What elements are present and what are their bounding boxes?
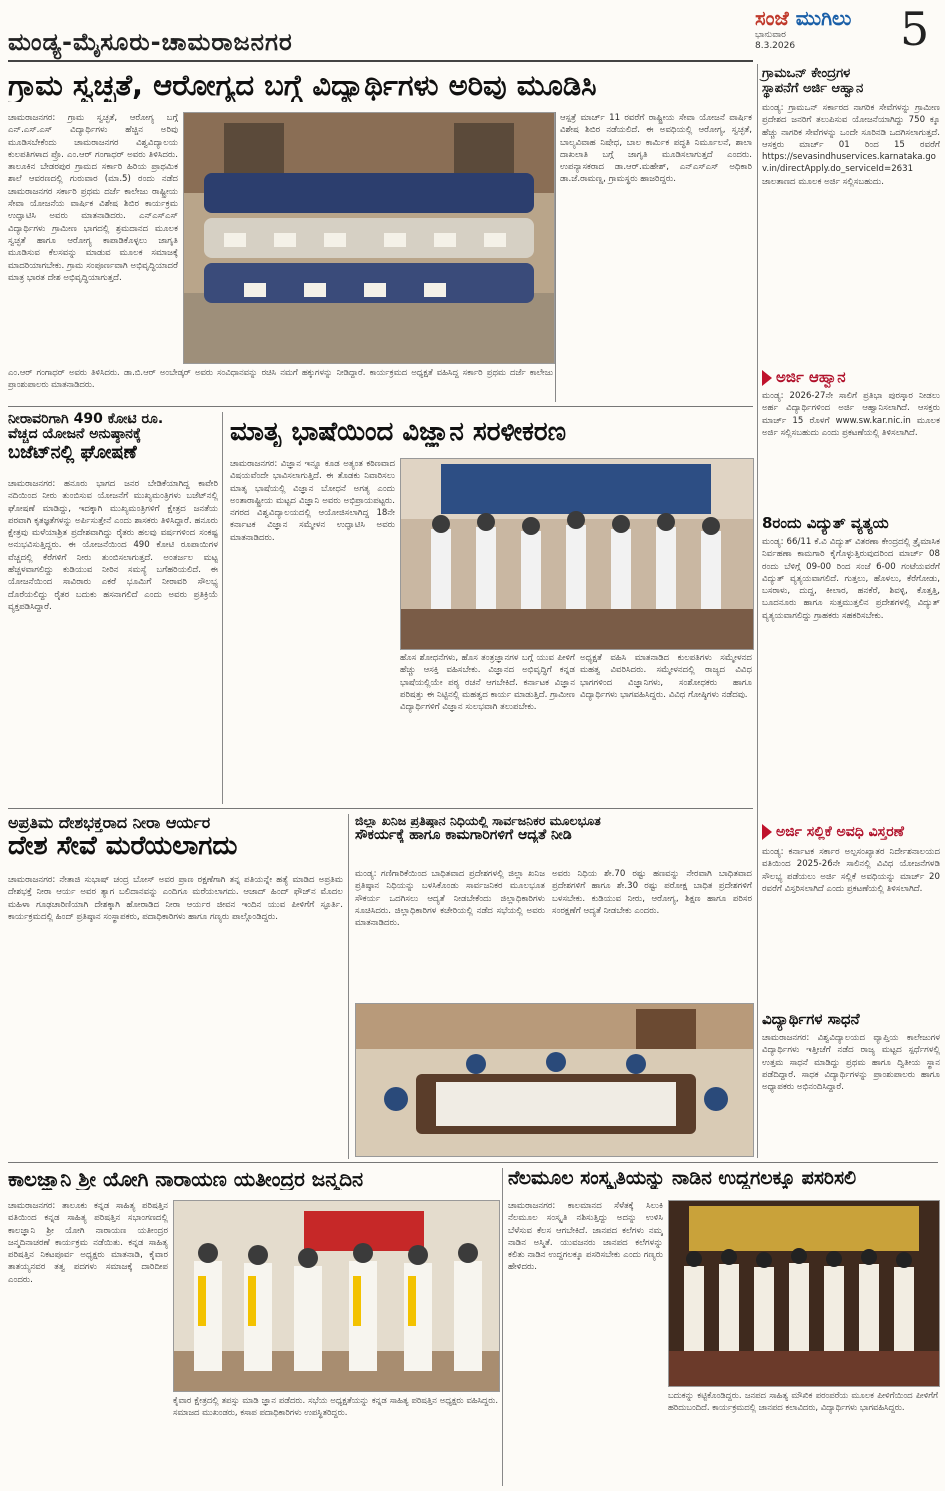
masthead: [755, 6, 895, 58]
article-divider: [8, 808, 753, 809]
article5-headline: ಜಿಲ್ಲಾ ಖನಿಜ ಪ್ರತಿಷ್ಠಾನ ನಿಧಿಯಲ್ಲಿ ಸಾರ್ವಜನಿಕರ ಮೂಲಭೂತ ಸೌಕರ್ಯಕ್ಕೆ ಹಾಗೂ ಕಾಮಗಾರಿಗಳಿಗೆ ಆದ್ಯತೆ ನೀಡಿ: [355, 814, 601, 843]
issue-date: 8.3.2026: [755, 41, 796, 51]
sidebar-box3-body: ಮಂಡ್ಯ: 66/11 ಕೆ.ವಿ ವಿದ್ಯುತ್ ವಿತರಣಾ ಕೇಂದ್ರದಲ್ಲಿ ತ್ರೈಮಾಸಿಕ ನಿರ್ವಹಣಾ ಕಾಮಗಾರಿ ಕೈಗೊಳ್ಳುತ್ತಿರುವುದರಿಂದ ಮಾರ್ಚ್ 08 ರಂದು ಬೆಳಿಗ್ಗೆ 09-00 ರಿಂದ ಸಂಜೆ 6-00 ಗಂಟೆಯವರೆಗೆ ವಿದ್ಯುತ್ ವ್ಯತ್ಯಯವಾಗಲಿದೆ. ಗುತ್ತಲು, ಹೊಳಲು, ಕೆರೆಗೋಡು, ಬಸರಾಳು, ದುದ್ದ, ಕೀಲಾರ, ಹನಕೆರೆ, ಶಿವಳ್ಳಿ, ಕೊತ್ತತ್ತಿ, ಬೂದನೂರು ಹಾಗೂ ಸುತ್ತಮುತ್ತಲಿನ ಪ್ರದೇಶಗಳಲ್ಲಿ ವಿದ್ಯುತ್ ವ್ಯತ್ಯಯವಾಗಲಿದ್ದು ಗ್ರಾಹಕರು ಸಹಕರಿಸಬೇಕು.: [762, 537, 940, 621]
article7-photo: [668, 1200, 940, 1387]
article-divider: [8, 406, 753, 407]
column-divider: [222, 412, 223, 804]
article1-headline: ಗ್ರಾಮ ಸ್ವಚ್ಛತೆ, ಆರೋಗ್ಯದ ಬಗ್ಗೆ ವಿದ್ಯಾರ್ಥಿಗಳು ಅರಿವು ಮೂಡಿಸಿ: [8, 70, 597, 102]
article6-body: ಚಾಮರಾಜನಗರ: ತಾಲೂಕು ಕನ್ನಡ ಸಾಹಿತ್ಯ ಪರಿಷತ್ತಿನ ವತಿಯಿಂದ ಕನ್ನಡ ಸಾಹಿತ್ಯ ಪರಿಷತ್ತಿನ ಸಭಾಂಗಣದಲ್ಲಿ ಕಾಲಜ್ಞಾನಿ ಶ್ರೀ ಯೋಗಿ ನಾರಾಯಣ ಯತೀಂದ್ರರ ಜನ್ಮದಿನಾಚರಣೆ ಕಾರ್ಯಕ್ರಮ ನಡೆಯಿತು. ಕನ್ನಡ ಸಾಹಿತ್ಯ ಪರಿಷತ್ತಿನ ನಿಕಟಪೂರ್ವ ಅಧ್ಯಕ್ಷರು ಮಾತನಾಡಿ, ಕೈವಾರ ತಾತಯ್ಯನವರ ತತ್ವ ಪದಗಳು ಸಮಾಜಕ್ಕೆ ದಾರಿದೀಪ ಎಂದರು.: [8, 1201, 168, 1285]
sidebar-box1-head: ಗ್ರಾಮಒನ್ ಕೇಂದ್ರಗಳ ಸ್ಥಾಪನೆಗೆ ಅರ್ಜಿ ಆಹ್ವಾನ: [762, 66, 940, 96]
article3-col2: ಹೊಸ ಶೋಧನೆಗಳು, ಹೊಸ ತಂತ್ರಜ್ಞಾನಗಳ ಬಗ್ಗೆ ಯುವ ಪೀಳಿಗೆ ಹೆಚ್ಚು ಆಸಕ್ತಿ ವಹಿಸಬೇಕು. ವಿಜ್ಞಾನದ ಅಭಿವೃದ್ಧಿಗೆ ಕನ್ನಡ ಭಾಷೆಯಲ್ಲಿಯೇ ಪಠ್ಯ ರಚನೆ ಆಗಬೇಕಿದೆ. ಕರ್ನಾಟಕ ವಿಜ್ಞಾನ ಪರಿಷತ್ತು ಈ ನಿಟ್ಟಿನಲ್ಲಿ ಮಹತ್ವದ ಕಾರ್ಯ ಮಾಡುತ್ತಿದೆ. ಗ್ರಾಮೀಣ ವಿದ್ಯಾರ್ಥಿಗಳಿಗೆ ವಿಜ್ಞಾನ ಸುಲಭವಾಗಿ ತಲುಪಬೇಕು.: [400, 653, 575, 713]
column-divider: [348, 814, 349, 1159]
article3-col1: ಚಾಮರಾಜನಗರ: ವಿಜ್ಞಾನ ಇನ್ನೂ ಕೂಡ ಅತ್ಯಂತ ಕಠಿಣವಾದ ವಿಷಯವೆಂದೇ ಭಾವಿಸಲಾಗುತ್ತಿದೆ. ಈ ತೊಡಕು ನಿವಾರಿಸಲು ಮಾತೃ ಭಾಷೆಯಲ್ಲಿ ವಿಜ್ಞಾನ ಬೋಧನೆ ಅಗತ್ಯ ಎಂದು ಅಂತಾರಾಷ್ಟ್ರೀಯ ಮಟ್ಟದ ವಿಜ್ಞಾನಿ ಅವರು ಅಭಿಪ್ರಾಯಪಟ್ಟರು. ನಗರದ ವಿಶ್ವವಿದ್ಯಾಲಯದಲ್ಲಿ ಆಯೋಜಿಸಲಾಗಿದ್ದ 18ನೇ ಕರ್ನಾಟಕ ವಿಜ್ಞಾನ ಸಮ್ಮೇಳನ ಉದ್ಘಾಟಿಸಿ ಅವರು ಮಾತನಾಡಿದರು.: [230, 459, 395, 543]
sidebar-box5-head: ವಿದ್ಯಾರ್ಥಿಗಳ ಸಾಧನೆ: [762, 1010, 860, 1028]
sidebar-box3-head: 8ರಂದು ವಿದ್ಯುತ್ ವ್ಯತ್ಯಯ: [762, 514, 889, 532]
page-number: 5: [900, 2, 930, 56]
article6-photo: [173, 1200, 500, 1392]
article6-caption: ಕೈವಾರ ಕ್ಷೇತ್ರದಲ್ಲಿ ತಪಸ್ಸು ಮಾಡಿ ಜ್ಞಾನ ಪಡೆದರು. ಸಭೆಯ ಅಧ್ಯಕ್ಷತೆಯನ್ನು ಕನ್ನಡ ಸಾಹಿತ್ಯ ಪರಿಷತ್ತಿನ ಅಧ್ಯಕ್ಷರು ವಹಿಸಿದ್ದರು. ಸಮಾಜದ ಮುಖಂಡರು, ಕಸಾಪ ಪದಾಧಿಕಾರಿಗಳು ಉಪಸ್ಥಿತರಿದ್ದರು.: [173, 1395, 498, 1417]
article2-headline: ನೀರಾವರಿಗಾಗಿ 490 ಕೋಟಿ ರೂ. ವೆಚ್ಚದ ಯೋಜನೆ ಅನುಷ್ಠಾನಕ್ಕೆ ಬಜೆಟ್‌ನಲ್ಲಿ ಘೋಷಣೆ: [8, 411, 164, 463]
article7-body: ಚಾಮರಾಜನಗರ: ಕಾಲಮಾನದ ಸೆಳೆತಕ್ಕೆ ಸಿಲುಕಿ ನೆಲಮೂಲ ಸಂಸ್ಕೃತಿ ನಶಿಸುತ್ತಿದ್ದು ಅದನ್ನು ಉಳಿಸಿ ಬೆಳೆಸುವ ಕೆಲಸ ಆಗಬೇಕಿದೆ. ಜಾನಪದ ಕಲೆಗಳು ನಮ್ಮ ನಾಡಿನ ಅಸ್ಮಿತೆ. ಯುವಜನರು ಜಾನಪದ ಕಲೆಗಳನ್ನು ಕಲಿತು ನಾಡಿನ ಉದ್ದಗಲಕ್ಕೂ ಪಸರಿಸಬೇಕು ಎಂದು ಗಣ್ಯರು ಹೇಳಿದರು.: [508, 1201, 663, 1273]
sidebar-box5-body: ಚಾಮರಾಜನಗರ: ವಿಶ್ವವಿದ್ಯಾಲಯದ ವ್ಯಾಪ್ತಿಯ ಕಾಲೇಜುಗಳ ವಿದ್ಯಾರ್ಥಿಗಳು ಇತ್ತೀಚೆಗೆ ನಡೆದ ರಾಜ್ಯ ಮಟ್ಟದ ಸ್ಪರ್ಧೆಗಳಲ್ಲಿ ಉತ್ತಮ ಸಾಧನೆ ಮಾಡಿದ್ದು ಪ್ರಥಮ ಹಾಗೂ ದ್ವಿತೀಯ ಸ್ಥಾನ ಪಡೆದಿದ್ದಾರೆ. ಸಾಧಕ ವಿದ್ಯಾರ್ಥಿಗಳನ್ನು ಪ್ರಾಂಶುಪಾಲರು ಹಾಗೂ ಅಧ್ಯಾಪಕರು ಅಭಿನಂದಿಸಿದ್ದಾರೆ.: [762, 1033, 940, 1093]
article-divider: [8, 1162, 938, 1163]
column-divider: [502, 1168, 503, 1486]
sidebar-box2-body: ಮಂಡ್ಯ: 2026-27ನೇ ಸಾಲಿಗೆ ಪ್ರತಿಭಾ ಪುರಸ್ಕಾರ ನೀಡಲು ಅರ್ಹ ವಿದ್ಯಾರ್ಥಿಗಳಿಂದ ಅರ್ಜಿ ಆಹ್ವಾನಿಸಲಾಗಿದೆ. ಆಸಕ್ತರು ಮಾರ್ಚ್ 15 ರೊಳಗೆ www.sw.kar.nic.in ಮೂಲಕ ಅರ್ಜಿ ಸಲ್ಲಿಸಬಹುದು ಎಂದು ಪ್ರಕಟಣೆಯಲ್ಲಿ ತಿಳಿಸಲಾಗಿದೆ.: [762, 391, 940, 438]
region-title: ಮಂಡ್ಯ-ಮೈಸೂರು-ಚಾಮರಾಜನಗರ: [8, 28, 293, 56]
sidebar-box4-body: ಮಂಡ್ಯ: ಕರ್ನಾಟಕ ಸರ್ಕಾರ ಅಲ್ಪಸಂಖ್ಯಾತರ ನಿರ್ದೇಶನಾಲಯದ ವತಿಯಿಂದ 2025-26ನೇ ಸಾಲಿನಲ್ಲಿ ವಿವಿಧ ಯೋಜನೆಗಳಡಿ ಸೌಲಭ್ಯ ಪಡೆಯಲು ಅರ್ಜಿ ಸಲ್ಲಿಕೆ ಅವಧಿಯನ್ನು ಮಾರ್ಚ್ 20 ರವರೆಗೆ ವಿಸ್ತರಿಸಲಾಗಿದೆ ಎಂದು ಪ್ರಕಟಣೆಯಲ್ಲಿ ತಿಳಿಸಲಾಗಿದೆ.: [762, 847, 940, 894]
sidebar-box1-body: ಮಂಡ್ಯ: ಗ್ರಾಮಒನ್ ಸರ್ಕಾರದ ನಾಗರಿಕ ಸೇವೆಗಳನ್ನು ಗ್ರಾಮೀಣ ಪ್ರದೇಶದ ಜನರಿಗೆ ತಲುಪಿಸುವ ಯೋಜನೆಯಾಗಿದ್ದು 750 ಕ್ಕೂ ಹೆಚ್ಚು ನಾಗರಿಕ ಸೇವೆಗಳನ್ನು ಒಂದೇ ಸೂರಿನಡಿ ಒದಗಿಸಲಾಗುತ್ತದೆ. ಆಸಕ್ತರು ಮಾರ್ಚ್ 01 ರಿಂದ 15 ರವರೆಗೆ https://sevasindhuservices.karnataka.gov.in/directApply.do_serviceId=2631 ಜಾಲತಾಣದ ಮೂಲಕ ಅರ್ಜಿ ಸಲ್ಲಿಸಬಹುದು.: [762, 103, 940, 187]
article3-col3: ಅಧ್ಯಕ್ಷತೆ ವಹಿಸಿ ಮಾತನಾಡಿದ ಕುಲಪತಿಗಳು ಸಮ್ಮೇಳನದ ಮಹತ್ವ ವಿವರಿಸಿದರು. ಸಮ್ಮೇಳನದಲ್ಲಿ ರಾಜ್ಯದ ವಿವಿಧ ಭಾಗಗಳಿಂದ ವಿಜ್ಞಾನಿಗಳು, ಸಂಶೋಧಕರು ಹಾಗೂ ವಿದ್ಯಾರ್ಥಿಗಳು ಭಾಗವಹಿಸಿದ್ದರು. ವಿವಿಧ ಗೋಷ್ಠಿಗಳು ನಡೆದವು.: [580, 653, 752, 700]
article4-headline: ಅಪ್ರತಿಮ ದೇಶಭಕ್ತರಾದ ನೀರಾ ಆರ್ಯರ ದೇಶ ಸೇವೆ ಮರೆಯಲಾಗದು: [8, 813, 238, 861]
article1-col1: ಚಾಮರಾಜನಗರ: ಗ್ರಾಮ ಸ್ವಚ್ಛತೆ, ಆರೋಗ್ಯ ಬಗ್ಗೆ ಎನ್.ಎಸ್.ಎಸ್ ವಿದ್ಯಾರ್ಥಿಗಳು ಹೆಚ್ಚಿನ ಅರಿವು ಮೂಡಿಸಬೇಕೆಂದು ಚಾಮರಾಜನಗರ ವಿಶ್ವವಿದ್ಯಾಲಯ ಕುಲಪತಿಗಳಾದ ಪ್ರೊ. ಎಂ.ಆರ್ ಗಂಗಾಧರ್ ಅವರು ತಿಳಿಸಿದರು. ತಾಲೂಕಿನ ಬೇಡರಪುರ ಗ್ರಾಮದ ಸರ್ಕಾರಿ ಹಿರಿಯ ಪ್ರಾಥಮಿಕ ಶಾಲೆ ಆವರಣದಲ್ಲಿ ಗುರುವಾರ (ಮಾ.5) ರಂದು ನಡೆದ ಚಾಮರಾಜನಗರ ಸರ್ಕಾರಿ ಪ್ರಥಮ ದರ್ಜೆ ಕಾಲೇಜು ರಾಷ್ಟ್ರೀಯ ಸೇವಾ ಯೋಜನೆಯ ವಾರ್ಷಿಕ ವಿಶೇಷ ಶಿಬಿರ ಕಾರ್ಯಕ್ರಮ ಉದ್ಘಾಟಿಸಿ ಅವರು ಮಾತನಾಡಿದರು. ಎನ್ಎಸ್ಎಸ್ ವಿದ್ಯಾರ್ಥಿಗಳು ಗ್ರಾಮೀಣ ಭಾಗದಲ್ಲಿ ಶ್ರಮದಾನದ ಮೂಲಕ ಸ್ವಚ್ಛತೆ ಹಾಗೂ ಆರೋಗ್ಯ ಕಾಪಾಡಿಕೊಳ್ಳಲು ಜಾಗೃತಿ ಮೂಡಿಸುವ ಕೆಲಸವನ್ನು ಮಾಡುವ ಮೂಲಕ ಸಮಾಜಕ್ಕೆ ಮಾದರಿಯಾಗಬೇಕು. ಗ್ರಾಮ ಸಂಪೂರ್ಣವಾಗಿ ಅಭಿವೃದ್ಧಿಯಾದರೆ ಮಾತ್ರ ಭಾರತ ದೇಶ ಅಭಿವೃದ್ಧಿಯಾಗುತ್ತದೆ.: [8, 113, 178, 283]
article1-col-right: ಆಸ್ಪತ್ರೆ ಮಾರ್ಚ್ 11 ರವರೆಗೆ ರಾಷ್ಟ್ರೀಯ ಸೇವಾ ಯೋಜನೆ ವಾರ್ಷಿಕ ವಿಶೇಷ ಶಿಬಿರ ನಡೆಯಲಿದೆ. ಈ ಅವಧಿಯಲ್ಲಿ ಆರೋಗ್ಯ, ಸ್ವಚ್ಛತೆ, ಬಾಲ್ಯವಿವಾಹ ನಿಷೇಧ, ಬಾಲ ಕಾರ್ಮಿಕ ಪದ್ಧತಿ ನಿರ್ಮೂಲನೆ, ಶಾಲಾ ದಾಖಲಾತಿ ಬಗ್ಗೆ ಜಾಗೃತಿ ಮೂಡಿಸಲಾಗುತ್ತದೆ ಎಂದರು. ಉಪನ್ಯಾಸಕರಾದ ಡಾ.ಆರ್.ಮಹೇಶ್, ಎನ್‌ಎಸ್‌ಎಸ್ ಅಧಿಕಾರಿ ಡಾ.ಜೆ.ರಾಮಣ್ಣ, ಗ್ರಾಮಸ್ಥರು ಹಾಜರಿದ್ದರು.: [560, 113, 752, 185]
article1-photo: [183, 112, 555, 364]
article6-headline: ಕಾಲಜ್ಞಾನಿ ಶ್ರೀ ಯೋಗಿ ನಾರಾಯಣ ಯತೀಂದ್ರರ ಜನ್ಮದಿನ: [8, 1168, 364, 1190]
article5-col2: ಅವರು ನಿಧಿಯ ಶೇ.70 ರಷ್ಟು ಹಣವನ್ನು ನೇರವಾಗಿ ಬಾಧಿತವಾದ ಪ್ರದೇಶಗಳಿಗೆ ಹಾಗೂ ಶೇ.30 ರಷ್ಟು ಪರೋಕ್ಷ ಬಾಧಿತ ಪ್ರದೇಶಗಳಿಗೆ ಬಳಸಬೇಕು. ಕುಡಿಯುವ ನೀರು, ಆರೋಗ್ಯ, ಶಿಕ್ಷಣ ಹಾಗೂ ಪರಿಸರ ಸಂರಕ್ಷಣೆಗೆ ಆದ್ಯತೆ ನೀಡಬೇಕು ಎಂದರು.: [552, 869, 752, 916]
article3-photo: [400, 458, 754, 650]
article1-caption: ಎಂ.ಆರ್ ಗಂಗಾಧರ್ ಅವರು ತಿಳಿಸಿದರು. ಡಾ.ಬಿ.ಆರ್ ಅಂಬೇಡ್ಕರ್ ಅವರು ಸಂವಿಧಾನವನ್ನು ರಚಿಸಿ ನಮಗೆ ಹಕ್ಕುಗಳನ್ನು ನೀಡಿದ್ದಾರೆ. ಕಾರ್ಯಕ್ರಮದ ಅಧ್ಯಕ್ಷತೆ ವಹಿಸಿದ್ದ ಸರ್ಕಾರಿ ಪ್ರಥಮ ದರ್ಜೆ ಕಾಲೇಜು ಪ್ರಾಂಶುಪಾಲರು ಮಾತನಾಡಿದರು.: [8, 367, 553, 389]
sidebar-divider: [757, 64, 758, 1158]
article7-caption: ಬದುಕನ್ನು ಕಟ್ಟಿಕೊಂಡಿದ್ದರು. ಜನಪದ ಸಾಹಿತ್ಯ ಮೌಖಿಕ ಪರಂಪರೆಯ ಮೂಲಕ ಪೀಳಿಗೆಯಿಂದ ಪೀಳಿಗೆಗೆ ಹರಿದುಬಂದಿದೆ. ಕಾರ್ಯಕ್ರಮದಲ್ಲಿ ಜಾನಪದ ಕಲಾವಿದರು, ವಿದ್ಯಾರ್ಥಿಗಳು ಭಾಗವಹಿಸಿದ್ದರು.: [668, 1390, 938, 1412]
article5-photo: [355, 1003, 754, 1157]
article7-headline: ನೆಲಮೂಲ ಸಂಸ್ಕೃತಿಯನ್ನು ನಾಡಿನ ಉದ್ದಗಲಕ್ಕೂ ಪಸರಿಸಲಿ: [508, 1168, 857, 1189]
sidebar-box2-head: ಅರ್ಜಿ ಆಹ್ವಾನ: [762, 368, 940, 386]
article4-body: ಚಾಮರಾಜನಗರ: ನೇತಾಜಿ ಸುಭಾಷ್ ಚಂದ್ರ ಬೋಸ್ ಅವರ ಪ್ರಾಣ ರಕ್ಷಣೆಗಾಗಿ ತನ್ನ ಪತಿಯನ್ನೇ ಹತ್ಯೆ ಮಾಡಿದ ಅಪ್ರತಿಮ ದೇಶಭಕ್ತೆ ನೀರಾ ಆರ್ಯ ಅವರ ತ್ಯಾಗ ಬಲಿದಾನವನ್ನು ಎಂದಿಗೂ ಮರೆಯಲಾಗದು. ಆಜಾದ್ ಹಿಂದ್ ಫೌಜ್‌ನ ಮೊದಲ ಮಹಿಳಾ ಗೂಢಚಾರಿಣಿಯಾಗಿ ದೇಶಕ್ಕಾಗಿ ಹೋರಾಡಿದ ನೀರಾ ಆರ್ಯರ ಜೀವನ ಇಂದಿನ ಯುವ ಪೀಳಿಗೆಗೆ ಸ್ಫೂರ್ತಿ. ಕಾರ್ಯಕ್ರಮದಲ್ಲಿ ಹಿಂದ್ ಪ್ರತಿಷ್ಠಾನ ಸಂಸ್ಥಾಪಕರು, ಪದಾಧಿಕಾರಿಗಳು ಹಾಗೂ ಗಣ್ಯರು ಪಾಲ್ಗೊಂಡಿದ್ದರು.: [8, 875, 343, 922]
sidebar-box4-head: ಅರ್ಜಿ ಸಲ್ಲಿಕೆ ಅವಧಿ ವಿಸ್ತರಣೆ: [762, 824, 940, 840]
triangle-icon: [762, 370, 772, 386]
article2-body: ಚಾಮರಾಜನಗರ: ಹನೂರು ಭಾಗದ ಜನರ ಬೇಡಿಕೆಯಾಗಿದ್ದ ಕಾವೇರಿ ನದಿಯಿಂದ ನೀರು ತುಂಬಿಸುವ ಯೋಜನೆಗೆ ಮುಖ್ಯಮಂತ್ರಿಗಳು ಬಜೆಟ್‌ನಲ್ಲಿ ಘೋಷಣೆ ಮಾಡಿದ್ದು, ಇದಕ್ಕಾಗಿ ಮುಖ್ಯಮಂತ್ರಿಗಳಿಗೆ ಕ್ಷೇತ್ರದ ಜನತೆಯ ಪರವಾಗಿ ಕೃತಜ್ಞತೆಗಳನ್ನು ಅರ್ಪಿಸುತ್ತೇನೆ ಎಂದು ಶಾಸಕರು ತಿಳಿಸಿದ್ದಾರೆ. ಹನೂರು ಕ್ಷೇತ್ರವು ಮಳೆಯಾಶ್ರಿತ ಪ್ರದೇಶವಾಗಿದ್ದು ರೈತರು ಹಲವು ವರ್ಷಗಳಿಂದ ಸಂಕಷ್ಟ ಅನುಭವಿಸುತ್ತಿದ್ದರು. ಈ ಯೋಜನೆಯಿಂದ 490 ಕೋಟಿ ರೂಪಾಯಿಗಳ ವೆಚ್ಚದಲ್ಲಿ ಕೆರೆಗಳಿಗೆ ನೀರು ತುಂಬಿಸಲಾಗುತ್ತದೆ. ಅಂತರ್ಜಲ ಮಟ್ಟ ಹೆಚ್ಚಳವಾಗಲಿದ್ದು ಕುಡಿಯುವ ನೀರಿನ ಸಮಸ್ಯೆ ಬಗೆಹರಿಯಲಿದೆ. ಈ ಯೋಜನೆಯಿಂದ ಸಾವಿರಾರು ಎಕರೆ ಭೂಮಿಗೆ ನೀರಾವರಿ ಸೌಲಭ್ಯ ದೊರೆಯಲಿದ್ದು ರೈತರ ಬದುಕು ಹಸನಾಗಲಿದೆ ಎಂದು ಅವರು ಪ್ರತಿಕ್ರಿಯೆ ವ್ಯಕ್ತಪಡಿಸಿದ್ದಾರೆ.: [8, 479, 218, 612]
column-divider: [555, 112, 556, 402]
triangle-icon: [762, 824, 772, 840]
brand-logo: ಸಂಜೆ ಮುಗಿಲು: [755, 6, 852, 30]
issue-day: ಭಾನುವಾರ: [755, 30, 786, 40]
article5-col1: ಮಂಡ್ಯ: ಗಣಿಗಾರಿಕೆಯಿಂದ ಬಾಧಿತವಾದ ಪ್ರದೇಶಗಳಲ್ಲಿ ಜಿಲ್ಲಾ ಖನಿಜ ಪ್ರತಿಷ್ಠಾನ ನಿಧಿಯನ್ನು ಬಳಸಿಕೊಂಡು ಸಾರ್ವಜನಿಕರ ಮೂಲಭೂತ ಸೌಕರ್ಯ ಒದಗಿಸಲು ಆದ್ಯತೆ ನೀಡಬೇಕೆಂದು ಜಿಲ್ಲಾಧಿಕಾರಿಗಳು ಸೂಚಿಸಿದರು. ಜಿಲ್ಲಾಧಿಕಾರಿಗಳ ಕಚೇರಿಯಲ್ಲಿ ನಡೆದ ಸಭೆಯಲ್ಲಿ ಅವರು ಮಾತನಾಡಿದರು.: [355, 869, 545, 929]
header-rule: [8, 60, 753, 62]
article3-headline: ಮಾತೃ ಭಾಷೆಯಿಂದ ವಿಜ್ಞಾನ ಸರಳೀಕರಣ: [230, 418, 567, 447]
